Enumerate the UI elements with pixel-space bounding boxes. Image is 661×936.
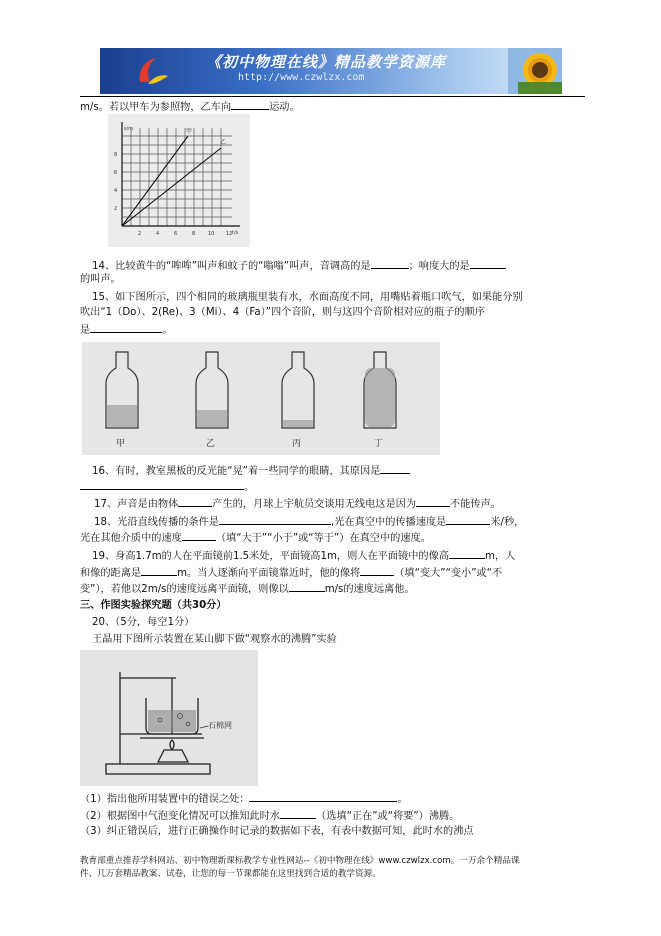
bottle-bing (282, 352, 314, 428)
line-label-yi: 乙 (220, 139, 227, 146)
footer-line-1: 教育部重点推荐学科网站、初中物理新课标教学专业性网站--《初中物理在线》www.czwlzx.com。一万余个精品课 (80, 856, 520, 866)
answer-blank[interactable] (219, 514, 331, 525)
distance-time-graph (108, 114, 250, 247)
bottles-svg (82, 342, 440, 455)
x-tick-label: 4 (156, 231, 160, 237)
answer-blank[interactable] (231, 99, 269, 110)
water-yi (197, 410, 227, 427)
boiling-apparatus-figure (80, 650, 258, 786)
site-logo-icon (134, 54, 170, 88)
answer-blank[interactable] (141, 565, 177, 576)
apparatus-svg (80, 650, 258, 786)
alcohol-lamp (158, 750, 188, 762)
y-tick-label: 8 (114, 152, 118, 158)
water-jia (107, 405, 137, 427)
answer-blank[interactable] (280, 808, 316, 819)
x-tick-label: 8 (192, 231, 196, 237)
stand-base (106, 764, 210, 774)
question-20-part-3: （3）纠正错误后，进行正确操作时记录的数据如下表，有表中数据可知，此时水的沸点 (80, 826, 474, 837)
bottle-label: 丁 (374, 439, 384, 449)
question-19-line-2: 和像的距离是 m。当人逐渐向平面镜靠近时，他的像将 （填“变大”“变小”或“不 (80, 565, 502, 581)
question-14-line-2: 的叫声。 (80, 274, 121, 285)
y-tick-label: 2 (114, 206, 118, 212)
header-banner (100, 48, 562, 94)
question-16-line-2: 。 (80, 479, 254, 495)
x-tick-label: 10 (208, 231, 215, 237)
sunflower-icon (508, 48, 562, 94)
answer-blank[interactable] (289, 581, 325, 592)
answer-blank[interactable] (446, 514, 490, 525)
question-16-line-1: 16、有时，教室黑板的反光能“晃”着一些同学的眼睛，其原因是 (92, 463, 410, 479)
x-tick-label: 6 (174, 231, 178, 237)
section-heading: 三、作图实验探究题（共30分） (80, 600, 227, 611)
question-19-line-1: 19、身高1.7m的人在平面镜前1.5米处，平面镜高1m，则人在平面镜中的像高 m，人 (92, 548, 515, 564)
footer-line-2: 件、几万套精品教案、试卷，让您的每一节课都能在这里找到合适的教学资源。 (80, 869, 381, 879)
y-axis-label: s/m (124, 126, 134, 132)
beaker-water (148, 710, 196, 732)
answer-blank[interactable] (80, 479, 244, 490)
answer-blank[interactable] (449, 548, 485, 559)
header-url[interactable]: http://www.czwlzx.com (238, 72, 365, 83)
question-20-part-1: （1）指出他所用装置中的错误之处： 。 (80, 791, 408, 807)
x-tick-label: 2 (138, 231, 142, 237)
header-rule (80, 96, 585, 97)
question-20-header: 20、（5分，每空1分） (92, 617, 195, 628)
question-20-intro: 王晶用下图所示装置在某山脚下做“观察水的沸腾”实验 (92, 634, 337, 645)
question-19-line-3: 变”），若他以2m/s的速度远离平面镜，则像以 m/s的速度远离他。 (80, 581, 415, 597)
y-tick-label: 4 (114, 188, 118, 194)
water-ding (365, 368, 395, 427)
line-label-jia: 甲 (186, 128, 193, 135)
line-yi (122, 148, 221, 226)
x-tick-label: 12 (226, 231, 233, 237)
answer-blank[interactable] (416, 496, 450, 507)
y-tick-label: 6 (114, 170, 118, 176)
answer-blank[interactable] (470, 258, 506, 269)
question-20-part-2: （2）根据图中气泡变化情况可以推知此时水 （选填“正在”或“将要”）沸腾。 (80, 808, 459, 824)
bottle-label: 乙 (206, 439, 216, 449)
x-axis-label: t/s (232, 230, 239, 236)
answer-blank[interactable] (360, 565, 394, 576)
question-15-line-3: 是 。 (80, 322, 172, 338)
answer-blank[interactable] (182, 530, 216, 541)
answer-blank[interactable] (90, 322, 162, 333)
text-line: m/s。若以甲车为参照物，乙车向 运动。 (80, 99, 300, 115)
flame (170, 740, 174, 750)
water-bing (283, 420, 313, 427)
answer-blank[interactable] (380, 463, 410, 474)
question-17-line: 17、声音是由物体 产生的，月球上宇航员交谈用无线电这是因为 不能传声。 (94, 496, 501, 512)
question-14-line-1: 14、比较黄牛的“哞哞”叫声和蚊子的“嗡嗡”叫声，音调高的是 ；响度大的是 (92, 258, 506, 274)
bottle-label: 甲 (116, 439, 126, 449)
answer-blank[interactable] (371, 258, 409, 269)
bottle-label: 丙 (292, 439, 302, 449)
answer-blank[interactable] (178, 496, 212, 507)
answer-blank[interactable] (249, 791, 397, 802)
asbestos-net-label: 石棉网 (208, 721, 232, 730)
question-15-line-1: 15、如下图所示，四个相同的玻璃瓶里装有水，水面高度不同，用嘴贴着瓶口吹气，如果能分别 (92, 292, 523, 303)
question-15-line-2: 吹出“1（Do）、2(Re)、3（Mi）、4（Fa）”四个音阶，则与这四个音阶相对应的瓶子的顺序 (80, 307, 485, 318)
header-title: 《初中物理在线》精品教学资源库 (206, 53, 447, 71)
bottles-figure (82, 342, 440, 455)
question-18-line-2: 光在其他介质中的速度 （填“大于”“小于”或“等于”）在真空中的速度。 (80, 530, 431, 546)
graph-svg (108, 114, 250, 247)
question-18-line-1: 18、光沿直线传播的条件是 ,光在真空中的传播速度是 米/秒， (94, 514, 524, 530)
